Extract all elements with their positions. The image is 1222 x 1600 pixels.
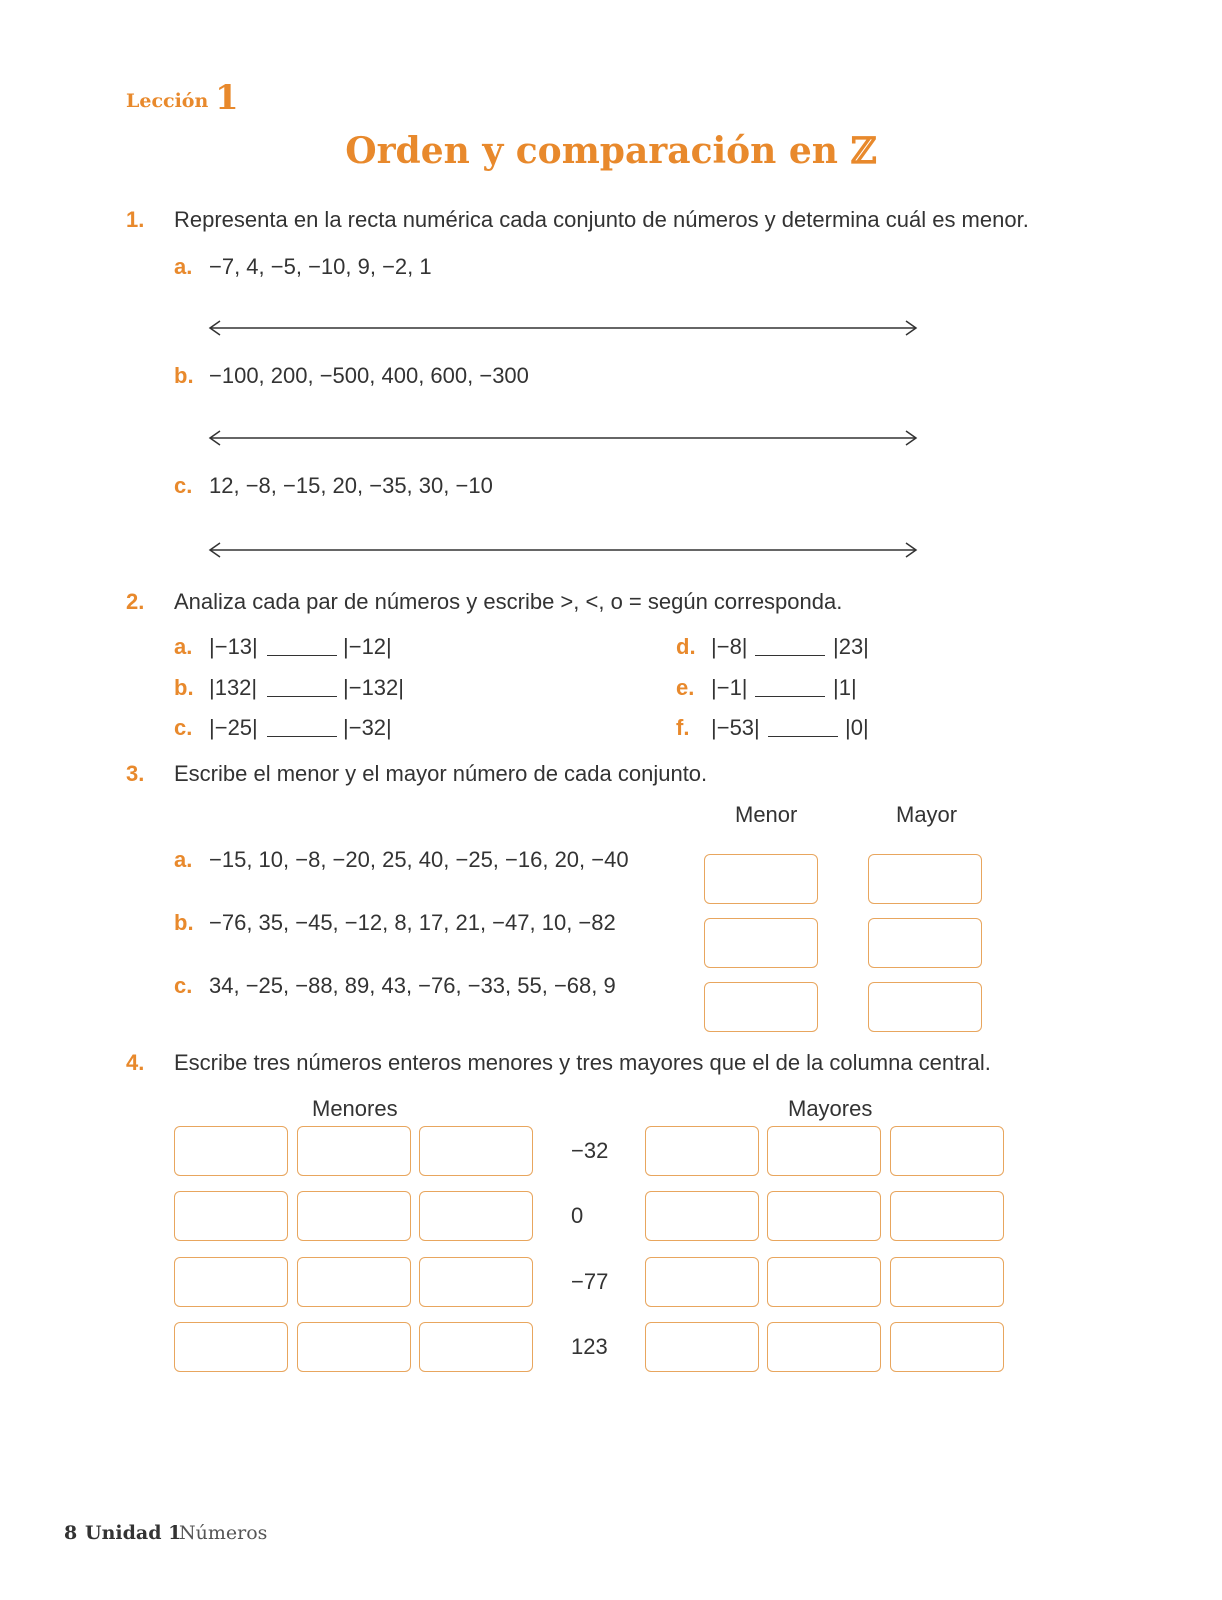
question-3-text: Escribe el menor y el mayor número de cada conjunto. <box>174 761 708 786</box>
q4-row3-menor-1[interactable] <box>174 1257 288 1307</box>
q2-item-f-right: |0| <box>845 715 869 740</box>
lesson-label: Lección <box>126 90 209 112</box>
question-1-number: 1. <box>126 207 145 232</box>
q2-item-a-letter: a. <box>174 634 193 659</box>
q2-item-c-letter: c. <box>174 715 193 740</box>
q4-row1-mayor-2[interactable] <box>767 1126 881 1176</box>
q2-item-a-blank[interactable] <box>267 655 337 656</box>
q3-c-mayor-box[interactable] <box>868 982 982 1032</box>
column-label-mayores: Mayores <box>788 1096 873 1121</box>
q2-item-b-blank[interactable] <box>267 696 337 697</box>
q2-item-d-letter: d. <box>676 634 696 659</box>
q2-item-e-left: |−1| <box>711 675 748 700</box>
number-line-b[interactable] <box>208 428 918 448</box>
q1-item-a-letter: a. <box>174 254 193 279</box>
q4-row2-mayor-3[interactable] <box>890 1191 1004 1241</box>
column-label-menor: Menor <box>735 802 798 827</box>
column-label-mayor: Mayor <box>896 802 958 827</box>
q4-row3-mayor-1[interactable] <box>645 1257 759 1307</box>
question-4-number: 4. <box>126 1050 145 1075</box>
q2-item-c-left: |−25| <box>209 715 258 740</box>
q4-row1-mayor-3[interactable] <box>890 1126 1004 1176</box>
number-line-c[interactable] <box>208 540 918 560</box>
q3-item-c-letter: c. <box>174 973 193 998</box>
q4-center-value-4: 123 <box>571 1334 608 1359</box>
question-2-text: Analiza cada par de números y escribe >, <, o = según corresponda. <box>174 589 843 614</box>
question-3-number: 3. <box>126 761 145 786</box>
q1-item-a-text: −7, 4, −5, −10, 9, −2, 1 <box>209 254 432 279</box>
q4-center-value-1: −32 <box>571 1138 609 1163</box>
q2-item-d-left: |−8| <box>711 634 748 659</box>
q4-center-value-3: −77 <box>571 1269 609 1294</box>
q2-item-f-left: |−53| <box>711 715 760 740</box>
q3-a-menor-box[interactable] <box>704 854 818 904</box>
q3-item-c-text: 34, −25, −88, 89, 43, −76, −33, 55, −68, 9 <box>209 973 616 998</box>
question-1-text: Representa en la recta numérica cada conjunto de números y determina cuál es menor. <box>174 207 1029 232</box>
q2-item-e-blank[interactable] <box>755 696 825 697</box>
q3-b-menor-box[interactable] <box>704 918 818 968</box>
q2-item-a-left: |−13| <box>209 634 258 659</box>
footer-page-number: 8 <box>64 1522 78 1544</box>
q1-item-c-letter: c. <box>174 473 193 498</box>
q4-row3-mayor-3[interactable] <box>890 1257 1004 1307</box>
q4-row4-mayor-3[interactable] <box>890 1322 1004 1372</box>
footer-unit: Unidad 1 <box>85 1522 182 1544</box>
q2-item-b-left: |132| <box>209 675 258 700</box>
q4-row1-mayor-1[interactable] <box>645 1126 759 1176</box>
column-label-menores: Menores <box>312 1096 398 1121</box>
question-2-number: 2. <box>126 589 145 614</box>
footer-topic: Números <box>179 1522 268 1544</box>
q4-row2-mayor-1[interactable] <box>645 1191 759 1241</box>
q2-item-b-right: |−132| <box>343 675 404 700</box>
q2-item-e-letter: e. <box>676 675 695 700</box>
q3-item-a-letter: a. <box>174 847 193 872</box>
q4-row2-menor-3[interactable] <box>419 1191 533 1241</box>
page-title: Orden y comparación en ℤ <box>345 130 877 172</box>
q1-item-b-letter: b. <box>174 363 194 388</box>
q2-item-e-right: |1| <box>833 675 857 700</box>
q4-row3-menor-2[interactable] <box>297 1257 411 1307</box>
question-4-text: Escribe tres números enteros menores y tres mayores que el de la columna central. <box>174 1050 991 1075</box>
q4-row4-menor-2[interactable] <box>297 1322 411 1372</box>
q3-a-mayor-box[interactable] <box>868 854 982 904</box>
q4-row3-mayor-2[interactable] <box>767 1257 881 1307</box>
q4-row1-menor-2[interactable] <box>297 1126 411 1176</box>
q4-row4-mayor-1[interactable] <box>645 1322 759 1372</box>
q2-item-c-blank[interactable] <box>267 736 337 737</box>
q2-item-d-blank[interactable] <box>755 655 825 656</box>
q3-c-menor-box[interactable] <box>704 982 818 1032</box>
q4-row4-menor-1[interactable] <box>174 1322 288 1372</box>
q4-row1-menor-1[interactable] <box>174 1126 288 1176</box>
q4-row2-mayor-2[interactable] <box>767 1191 881 1241</box>
q3-item-b-letter: b. <box>174 910 194 935</box>
q4-center-value-2: 0 <box>571 1203 584 1228</box>
q2-item-c-right: |−32| <box>343 715 392 740</box>
q4-row1-menor-3[interactable] <box>419 1126 533 1176</box>
q1-item-c-text: 12, −8, −15, 20, −35, 30, −10 <box>209 473 493 498</box>
q2-item-f-letter: f. <box>676 715 690 740</box>
lesson-number: 1 <box>215 78 239 118</box>
q3-item-a-text: −15, 10, −8, −20, 25, 40, −25, −16, 20, −40 <box>209 847 629 872</box>
q1-item-b-text: −100, 200, −500, 400, 600, −300 <box>209 363 529 388</box>
q4-row4-mayor-2[interactable] <box>767 1322 881 1372</box>
q2-item-a-right: |−12| <box>343 634 392 659</box>
q3-item-b-text: −76, 35, −45, −12, 8, 17, 21, −47, 10, −82 <box>209 910 616 935</box>
q4-row2-menor-2[interactable] <box>297 1191 411 1241</box>
number-line-a[interactable] <box>208 318 918 338</box>
q2-item-d-right: |23| <box>833 634 869 659</box>
q3-b-mayor-box[interactable] <box>868 918 982 968</box>
q4-row2-menor-1[interactable] <box>174 1191 288 1241</box>
q4-row3-menor-3[interactable] <box>419 1257 533 1307</box>
q2-item-f-blank[interactable] <box>768 736 838 737</box>
q2-item-b-letter: b. <box>174 675 194 700</box>
q4-row4-menor-3[interactable] <box>419 1322 533 1372</box>
